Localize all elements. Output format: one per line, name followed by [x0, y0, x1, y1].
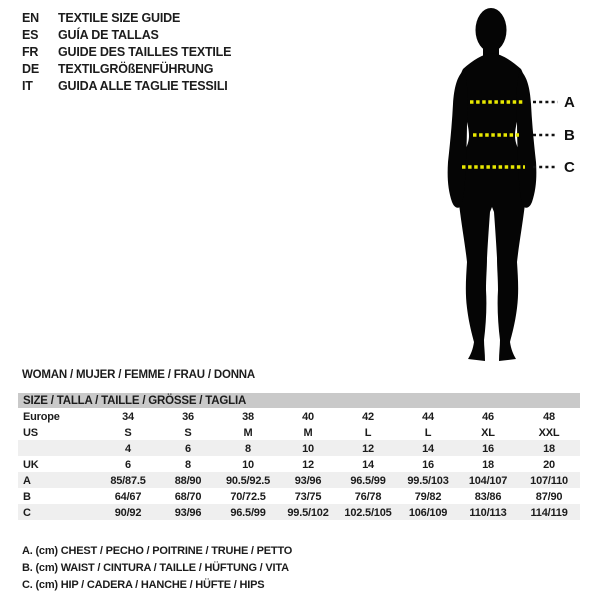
- size-cell: 107/110: [518, 472, 580, 488]
- size-cell: 64/67: [114, 490, 142, 503]
- size-cell: 6: [125, 458, 131, 471]
- size-cell: 42: [362, 410, 374, 423]
- size-cell: 110/113: [458, 504, 518, 520]
- lang-code: IT: [22, 79, 33, 93]
- woman-silhouette-figure: [420, 5, 580, 363]
- size-table-header-row: [18, 393, 580, 408]
- size-cell: 99.5/102: [278, 504, 338, 520]
- size-cell: 96.5/99: [338, 472, 398, 488]
- size-cell: M: [243, 426, 253, 439]
- legend-line-chest: A. (cm) CHEST / PECHO / POITRINE / TRUHE / PETTO: [22, 545, 293, 557]
- size-cell: 34: [122, 410, 134, 423]
- table-row-europe: [18, 408, 580, 424]
- table-row-waist-b: [18, 488, 580, 504]
- lang-code: EN: [22, 11, 39, 25]
- size-cell: 4: [98, 440, 158, 456]
- marker-label-a: A: [564, 94, 575, 111]
- lang-code: FR: [22, 45, 39, 59]
- row-label: Europe: [23, 410, 60, 423]
- size-cell: 90/92: [98, 504, 158, 520]
- size-cell: 18: [482, 458, 494, 471]
- table-row-uk: [18, 456, 580, 472]
- lang-row-de: [22, 61, 231, 78]
- size-cell: S: [124, 426, 132, 439]
- size-cell: 99.5/103: [398, 472, 458, 488]
- size-cell: 93/96: [278, 472, 338, 488]
- size-cell: 88/90: [158, 472, 218, 488]
- lang-row-es: [22, 27, 231, 44]
- size-cell: 38: [242, 410, 254, 423]
- size-cell: 79/82: [414, 490, 442, 503]
- size-table: [18, 393, 580, 520]
- size-cell: 12: [338, 440, 398, 456]
- row-label: A: [18, 472, 98, 488]
- size-cell: 40: [302, 410, 314, 423]
- marker-label-c: C: [564, 159, 575, 176]
- row-label: UK: [23, 458, 39, 471]
- size-cell: XL: [481, 426, 495, 439]
- table-row-us-numeric: [18, 440, 580, 456]
- size-cell: 106/109: [398, 504, 458, 520]
- size-cell: 93/96: [158, 504, 218, 520]
- size-cell: 73/75: [294, 490, 322, 503]
- size-cell: 76/78: [354, 490, 382, 503]
- lang-code: DE: [22, 62, 39, 76]
- size-cell: 70/72.5: [230, 490, 266, 503]
- size-cell: 20: [543, 458, 555, 471]
- lang-row-it: [22, 78, 231, 95]
- size-cell: L: [364, 426, 372, 439]
- size-cell: L: [424, 426, 432, 439]
- size-cell: 48: [543, 410, 555, 423]
- size-cell: S: [184, 426, 192, 439]
- section-title-woman: WOMAN / MUJER / FEMME / FRAU / DONNA: [22, 369, 256, 381]
- size-cell: 16: [458, 440, 518, 456]
- size-cell: 96.5/99: [218, 504, 278, 520]
- lang-row-fr: [22, 44, 231, 61]
- row-label: US: [23, 426, 38, 439]
- size-cell: M: [303, 426, 313, 439]
- size-cell: 68/70: [174, 490, 202, 503]
- size-cell: 83/86: [474, 490, 502, 503]
- row-label: C: [18, 504, 98, 520]
- measurement-legend: [22, 543, 292, 594]
- language-title-block: [22, 10, 231, 95]
- size-cell: 90.5/92.5: [218, 472, 278, 488]
- woman-silhouette-icon: [420, 5, 580, 363]
- size-cell: 104/107: [458, 472, 518, 488]
- lang-label: TEXTILGRÖßENFÜHRUNG: [58, 62, 214, 76]
- size-cell: 8: [218, 440, 278, 456]
- size-cell: 6: [158, 440, 218, 456]
- size-cell: 10: [278, 440, 338, 456]
- table-row-hip-c: [18, 504, 580, 520]
- size-cell: 14: [362, 458, 374, 471]
- marker-label-b: B: [564, 127, 575, 144]
- size-cell: 114/119: [518, 504, 580, 520]
- lang-label: GUIDA ALLE TAGLIE TESSILI: [58, 79, 228, 93]
- size-cell: 18: [518, 440, 580, 456]
- size-cell: 10: [242, 458, 254, 471]
- table-row-us: [18, 424, 580, 440]
- size-cell: XXL: [538, 426, 560, 439]
- size-cell: 87/90: [535, 490, 563, 503]
- size-cell: 12: [302, 458, 314, 471]
- size-cell: 85/87.5: [98, 472, 158, 488]
- size-cell: 102.5/105: [338, 504, 398, 520]
- legend-line-hip: C. (cm) HIP / CADERA / HANCHE / HÜFTE / HIPS: [22, 579, 265, 591]
- size-cell: 14: [398, 440, 458, 456]
- row-label: B: [23, 490, 31, 503]
- legend-line-waist: B. (cm) WAIST / CINTURA / TAILLE / HÜFTUNG / VITA: [22, 562, 289, 574]
- lang-code: ES: [22, 28, 39, 42]
- lang-label: GUIDE DES TAILLES TEXTILE: [58, 45, 232, 59]
- table-row-chest-a: [18, 472, 580, 488]
- size-cell: 44: [422, 410, 434, 423]
- row-label: [18, 440, 98, 456]
- size-table-header: SIZE / TALLA / TAILLE / GRÖSSE / TAGLIA: [18, 393, 580, 408]
- size-cell: 46: [482, 410, 494, 423]
- lang-label: GUÍA DE TALLAS: [58, 28, 159, 42]
- lang-row-en: [22, 10, 231, 27]
- size-cell: 8: [185, 458, 191, 471]
- lang-label: TEXTILE SIZE GUIDE: [58, 11, 181, 25]
- size-cell: 36: [182, 410, 194, 423]
- size-cell: 16: [422, 458, 434, 471]
